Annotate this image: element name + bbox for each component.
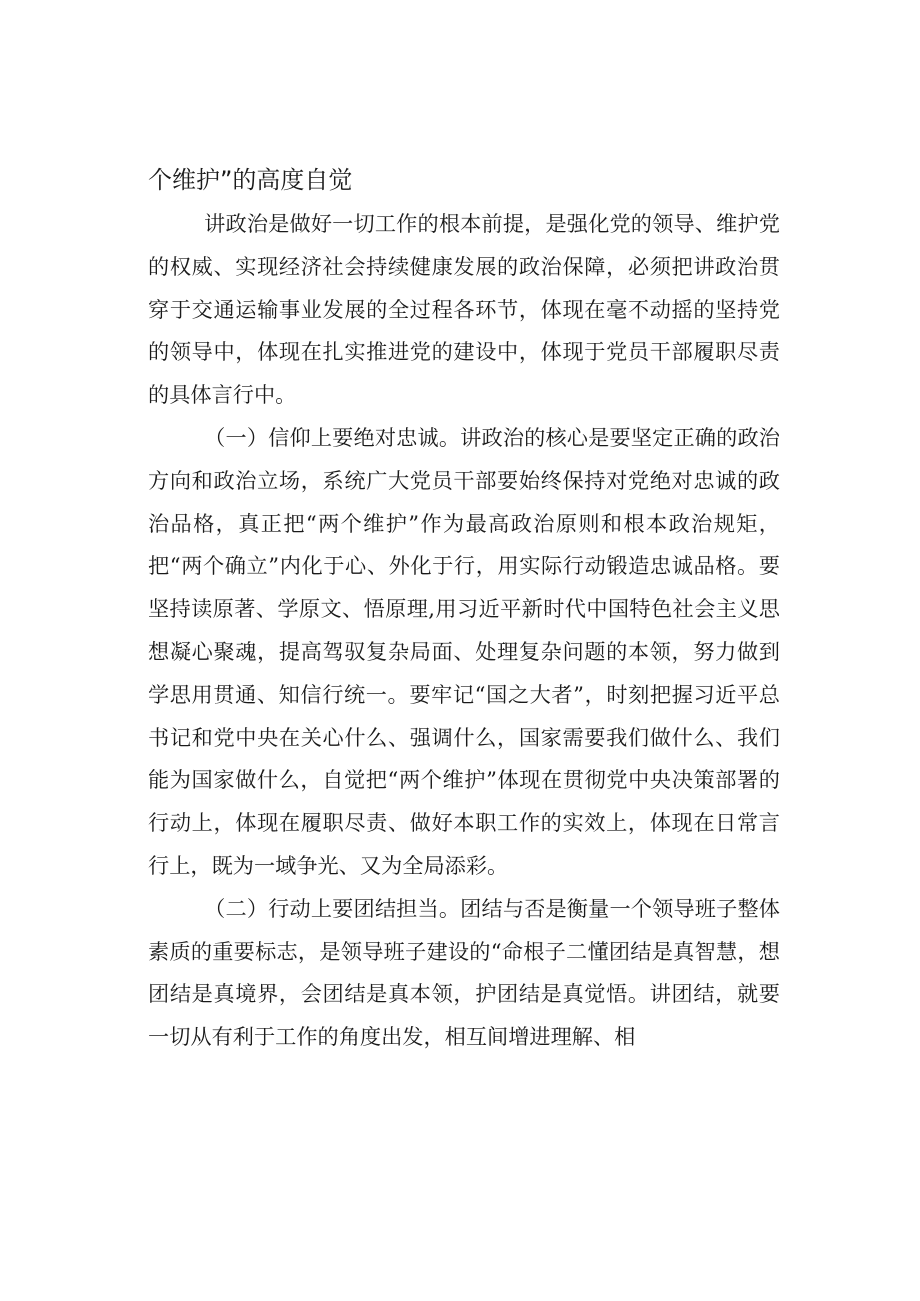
paragraph-intro: 讲政治是做好一切工作的根本前提，是强化党的领导、维护党的权威、实现经济社会持续健康发展的政治保障，必须把讲政治贯穿于交通运输事业发展的全过程各环节，体现在毫不动摇的坚持党的领导中，体现在扎实推进党的建设中，体现于党员干部履职尽责的具体言行中。 (148, 211, 780, 408)
body-text (148, 203, 780, 1059)
section-heading: 个维护”的高度自觉 (148, 166, 353, 194)
paragraph-unity: （二）行动上要团结担当。团结与否是衡量一个领导班子整体素质的重要标志，是领导班子建设的“命根子二懂团结是真智慧，想团结是真境界，会团结是真本领，护团结是真觉悟。讲团结，就要一切从有利于工作的角度出发，相互间增进理解、相 (148, 895, 780, 1050)
paragraph-loyalty: （一）信仰上要绝对忠诚。讲政治的核心是要坚定正确的政治方向和政治立场，系统广大党员干部要始终保持对党绝对忠诚的政治品格，真正把“两个维护”作为最高政治原则和根本政治规矩，把“两个确立”内化于心、外化于行，用实际行动锻造忠诚品格。要坚持读原著、学原文、悟原理,用习近平新时代中国特色社会主义思想凝心聚魂，提高驾驭复杂局面、处理复杂问题的本领，努力做到学思用贯通、知信行统一。要牢记“国之大者”，时刻把握习近平总书记和党中央在关心什么、强调什么，国家需要我们做什么、我们能为国家做什么，自觉把“两个维护”体现在贯彻党中央决策部署的行动上，体现在履职尽责、做好本职工作的实效上，体现在日常言行上，既为一域争光、又为全局添彩。 (148, 424, 780, 878)
